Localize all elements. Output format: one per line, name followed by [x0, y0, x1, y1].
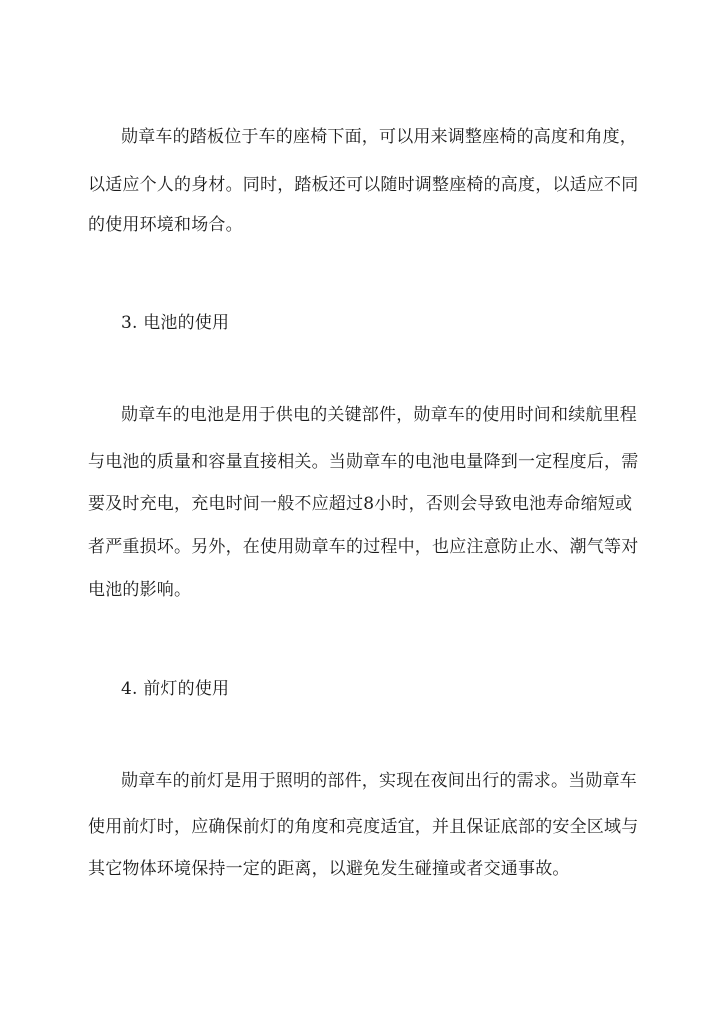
paragraph-line: 要及时充电，充电时间一般不应超过8小时，否则会导致电池寿命缩短或	[88, 494, 633, 514]
paragraph-line: 电池的影响。	[88, 580, 192, 600]
paragraph-line: 勋章车的踏板位于车的座椅下面，可以用来调整座椅的高度和角度，	[121, 127, 637, 147]
paragraph-line: 与电池的质量和容量直接相关。当勋章车的电池电量降到一定程度后，需	[88, 452, 639, 472]
paragraph-line: 者严重损坏。另外，在使用勋章车的过程中，也应注意防止水、潮气等对	[88, 537, 639, 557]
paragraph-line: 使用前灯时，应确保前灯的角度和亮度适宜，并且保证底部的安全区域与	[88, 817, 639, 837]
paragraph-line: 以适应个人的身材。同时，踏板还可以随时调整座椅的高度，以适应不同	[88, 175, 639, 195]
section-heading: 4. 前灯的使用	[121, 679, 230, 699]
paragraph-line: 勋章车的前灯是用于照明的部件，实现在夜间出行的需求。当勋章车	[121, 771, 637, 791]
paragraph-line: 的使用环境和场合。	[88, 215, 243, 235]
paragraph-line: 勋章车的电池是用于供电的关键部件，勋章车的使用时间和续航里程	[121, 405, 637, 425]
paragraph-line: 其它物体环境保持一定的距离，以避免发生碰撞或者交通事故。	[88, 859, 570, 879]
section-heading: 3. 电池的使用	[121, 313, 230, 333]
